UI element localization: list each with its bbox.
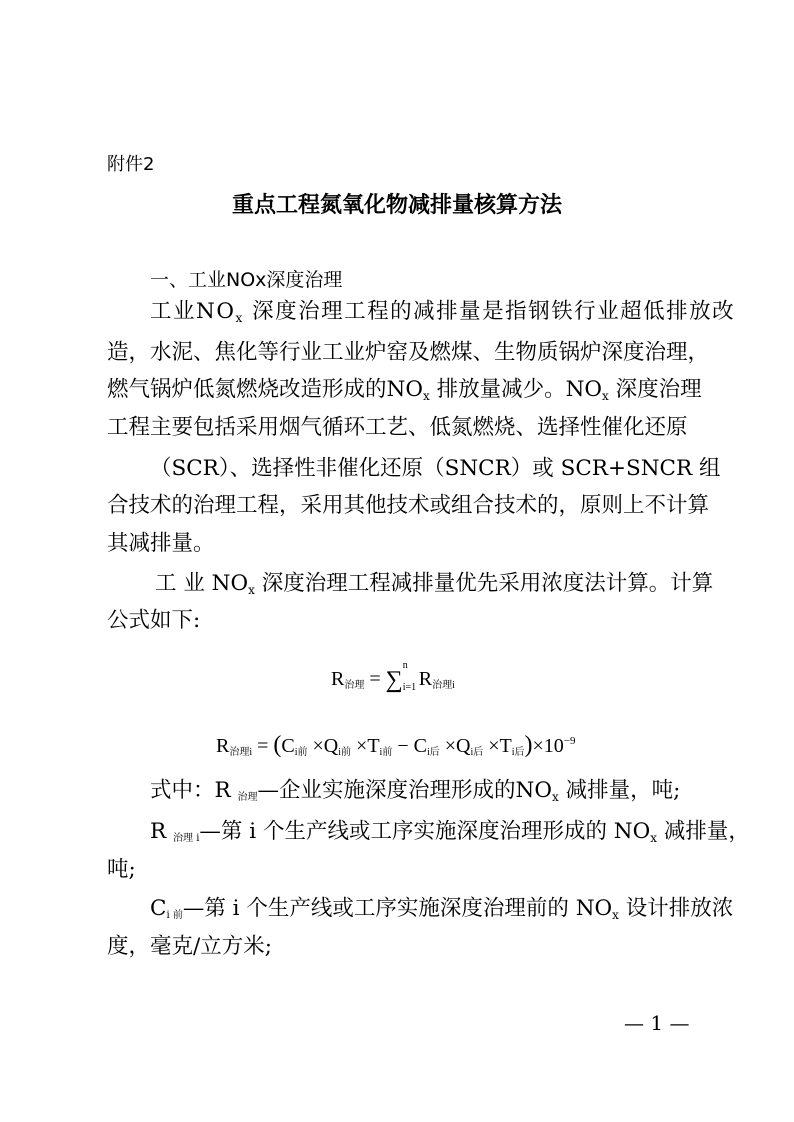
- text-run: 深度治理工程的减排量是指钢铁行业超低排放改: [243, 299, 736, 324]
- page-number: — 1 —: [624, 1011, 690, 1035]
- formula-symbol: C: [281, 735, 295, 757]
- text-run: 设计排放浓: [618, 896, 734, 921]
- formula-subscript: i后: [426, 747, 440, 758]
- text-run: 式中：R: [150, 778, 238, 803]
- para1-line7: 其减排量。: [107, 531, 215, 556]
- paren-open: (: [273, 732, 282, 758]
- subscript: x: [248, 583, 255, 597]
- formula-term: ×T: [351, 735, 380, 757]
- formula-operator: =: [364, 668, 386, 690]
- subscript: i 前: [166, 910, 183, 921]
- text-run: 减排量，吨;: [558, 778, 681, 803]
- para1-line4: 工程主要包括采用烟气循环工艺、低氮燃烧、选择性催化还原: [107, 415, 688, 440]
- text-run: 深度治理工程减排量优先采用浓度法计算。计算: [254, 571, 714, 596]
- subscript: x: [551, 790, 559, 804]
- formula-term: ×Q: [307, 735, 339, 757]
- formula-term: − C: [392, 735, 427, 757]
- text-run: —第 i 个生产线或工序实施深度治理前的 NO: [182, 896, 613, 921]
- paren-close: ): [524, 732, 533, 758]
- text-run: 排放量减少。NO: [429, 377, 603, 402]
- def-line3-cont: 度，毫克/立方米;: [107, 934, 272, 959]
- subscript: x: [235, 311, 244, 325]
- text-run: 工 业 NO: [155, 571, 249, 596]
- formula-per-line: [216, 732, 576, 759]
- para1-line6: 合技术的治理工程，采用其他技术或组合技术的，原则上不计算: [107, 493, 710, 518]
- formula-total: [331, 660, 455, 694]
- formula-subscript: 治理i: [432, 680, 455, 691]
- subscript: x: [422, 389, 430, 403]
- subscript: x: [602, 389, 609, 403]
- def-line1: [150, 780, 680, 803]
- text-run: R: [150, 819, 174, 844]
- formula-subscript: 治理: [344, 680, 365, 691]
- para2-line1: [155, 573, 713, 596]
- formula-term: ×T: [483, 735, 512, 757]
- formula-term: ×Q: [439, 735, 471, 757]
- def-line3: [150, 898, 733, 921]
- formula-subscript: i前: [338, 747, 352, 758]
- formula-subscript: i后: [511, 747, 525, 758]
- formula-subscript: i前: [294, 747, 308, 758]
- def-line2-cont: 吨;: [107, 857, 136, 882]
- para1-line3: [107, 379, 702, 402]
- sum-upper-limit: n: [402, 660, 408, 672]
- text-run: 减排量，: [657, 819, 750, 844]
- para1-line1: [150, 301, 735, 324]
- document-title: 重点工程氮氧化物减排量核算方法: [231, 193, 562, 218]
- formula-exponent: −9: [563, 735, 576, 747]
- subscript: 治理: [237, 792, 258, 803]
- text-run: 燃气锅炉低氮燃烧改造形成的NO: [107, 377, 423, 402]
- formula-operator: =: [252, 735, 274, 757]
- text-run: C: [150, 896, 167, 921]
- sum-lower-limit: i=1: [402, 682, 417, 694]
- para2-line2: 公式如下:: [107, 608, 201, 633]
- formula-term: ×10: [532, 735, 564, 757]
- subscript: 治理 i: [173, 833, 200, 844]
- def-line2: [150, 821, 750, 844]
- text-run: —企业实施深度治理形成的NO: [257, 778, 552, 803]
- formula-symbol: R: [216, 735, 230, 757]
- text-run: 深度治理: [608, 377, 702, 402]
- text-run: 工业NO: [150, 299, 236, 324]
- sum-symbol: ∑: [385, 667, 403, 693]
- formula-subscript: i前: [379, 747, 393, 758]
- formula-subscript: i后: [470, 747, 484, 758]
- subscript: x: [612, 908, 619, 922]
- annex-label: 附件2: [107, 154, 155, 175]
- para1-line5: （SCR）、选择性非催化还原（SNCR）或 SCR+SNCR 组: [150, 456, 721, 481]
- para1-line2: 造，水泥、焦化等行业工业炉窑及燃煤、生物质锅炉深度治理，: [107, 340, 710, 365]
- formula-subscript: 治理i: [229, 747, 253, 758]
- section-heading: 一、工业NOx深度治理: [150, 269, 343, 291]
- subscript: x: [650, 831, 658, 845]
- formula-symbol: R: [331, 668, 345, 690]
- formula-symbol: R: [418, 668, 433, 690]
- text-run: —第 i 个生产线或工序实施深度治理形成的 NO: [199, 819, 651, 844]
